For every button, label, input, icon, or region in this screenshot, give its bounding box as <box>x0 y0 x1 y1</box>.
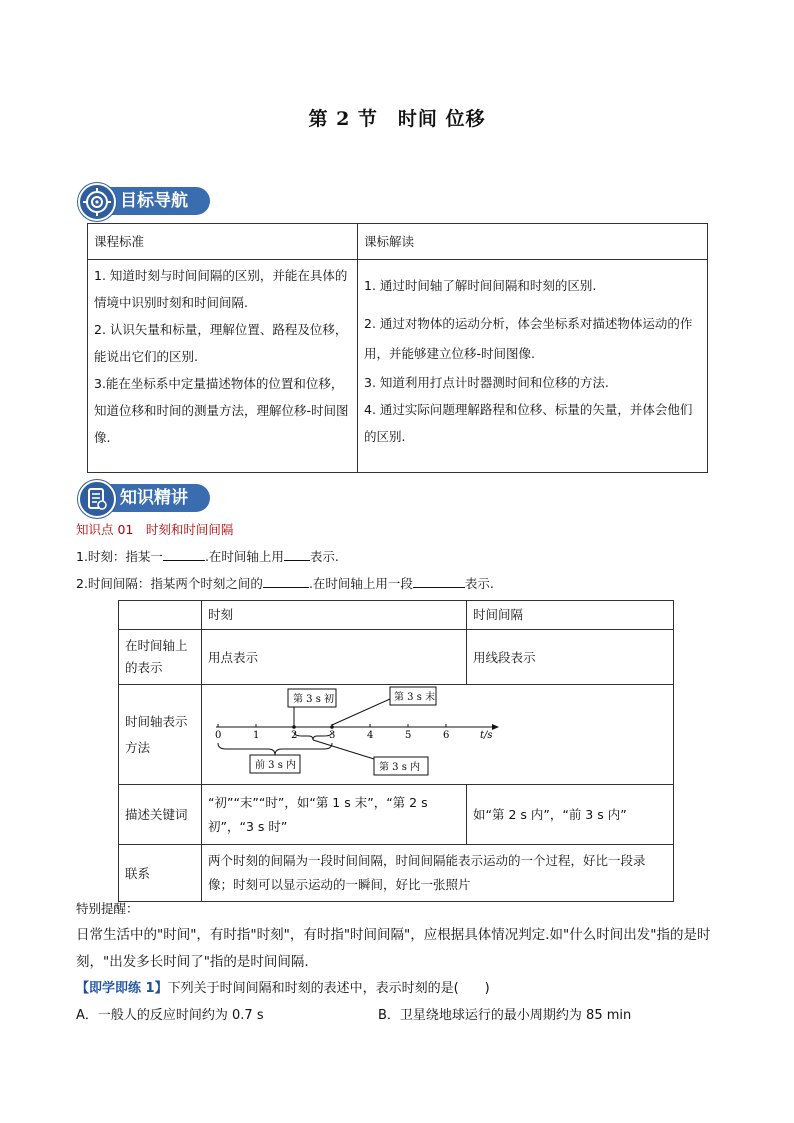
fill-line-text: 表示. <box>309 549 339 564</box>
knowledge-banner-label: 知识精讲 <box>82 484 210 512</box>
label-start-3s: 第 3 s 初 <box>293 694 335 705</box>
axis-unit-label: t/s <box>480 730 493 741</box>
answer-blank[interactable] <box>163 548 205 561</box>
tick-label: 0 <box>215 730 222 741</box>
compare-header-interval: 时间间隔 <box>467 601 674 630</box>
cell-interval: 用线段表示 <box>467 630 674 685</box>
target-icon <box>78 183 116 221</box>
label-first-3s: 前 3 s 内 <box>255 760 297 771</box>
time-axis-diagram <box>202 685 502 783</box>
goal-interpretation-cell <box>358 260 708 473</box>
goal-standard-cell <box>88 260 358 473</box>
cell-moment: “初”“末”“时”，如“第 1 s 末”，“第 2 s 初”，“3 s 时” <box>202 785 467 845</box>
answer-blank[interactable] <box>263 575 309 588</box>
fill-line-text: 1.时刻：指某一 <box>76 549 163 564</box>
row-label: 联系 <box>119 845 202 902</box>
page-title: 第 2 节 时间 位移 <box>308 108 486 130</box>
tick-label: 1 <box>253 730 260 741</box>
brace-in-3s <box>294 732 332 740</box>
fill-line-text: .在时间轴上用 <box>204 549 284 564</box>
point-end-3s <box>330 725 334 729</box>
goal-standard-item: 3.能在坐标系中定量描述物体的位置和位移，知道位移和时间的测量方法，理解位移-时间图像. <box>94 376 349 445</box>
row-label: 描述关键词 <box>119 785 202 845</box>
tick-label: 2 <box>291 730 298 741</box>
tip-heading: 特别提醒： <box>76 901 139 916</box>
goal-header-standard: 课程标准 <box>88 224 358 260</box>
goal-interpretation-item: 3. 知道利用打点计时器测时间和位移的方法. <box>364 375 609 390</box>
tick-label: 5 <box>405 730 412 741</box>
exercise-question: 下列关于时间间隔和时刻的表述中，表示时刻的是( ) <box>167 981 490 996</box>
cell-interval: 如“第 2 s 内”，“前 3 s 内” <box>467 785 674 845</box>
goal-interpretation-item: 4. 通过实际问题理解路程和位移、标量的矢量，并体会他们的区别. <box>364 402 693 444</box>
goal-interpretation-item: 2. 通过对物体的运动分析，体会坐标系对描述物体运动的作用，并能够建立位移-时间图像. <box>364 316 693 361</box>
option-a[interactable]: A．一般人的反应时间约为 0.7 s <box>76 1008 264 1023</box>
label-in-3s: 第 3 s 内 <box>379 762 421 773</box>
fill-line-text: .在时间轴上用一段 <box>308 576 413 591</box>
goal-banner <box>78 183 238 215</box>
time-axis-arrow <box>492 724 499 730</box>
goal-banner-label: 目标导航 <box>82 187 210 215</box>
fill-line-text: 表示. <box>464 576 494 591</box>
tick-label: 3 <box>329 730 336 741</box>
tip-text: 日常生活中的"时间"，有时指"时刻"，有时指"时间间隔"，应根据具体情况判定.如"什么时间出发"指的是时刻，"出发多长时间了"指的是时间间隔. <box>76 927 711 970</box>
exercise-tag: 【即学即练 1】 <box>76 981 168 996</box>
knowledge-banner <box>78 480 238 512</box>
compare-header-moment: 时刻 <box>202 601 467 630</box>
point-start-3s <box>292 725 296 729</box>
fill-line-interval <box>76 573 494 595</box>
answer-blank[interactable] <box>413 575 465 588</box>
knowledge-point-title: 知识点 01 时刻和时间间隔 <box>76 522 234 537</box>
label-end-3s: 第 3 s 末 <box>394 692 436 703</box>
answer-blank[interactable] <box>284 548 310 561</box>
goal-standard-item: 1. 知道时刻与时间间隔的区别，并能在具体的情境中识别时刻和时间间隔. <box>94 268 348 310</box>
option-b[interactable]: B．卫星绕地球运行的最小周期约为 85 min <box>378 1008 632 1023</box>
goal-header-interpretation: 课标解读 <box>358 224 708 260</box>
exercise-line <box>76 978 490 1000</box>
row-label: 时间轴表示方法 <box>119 685 202 785</box>
goal-interpretation-item: 1. 通过时间轴了解时间间隔和时刻的区别. <box>364 278 597 293</box>
tick-label: 6 <box>443 730 450 741</box>
row-label: 在时间轴上的表示 <box>119 630 202 685</box>
time-axis-cell <box>202 685 674 785</box>
compare-table <box>118 600 674 902</box>
fill-line-moment <box>76 546 339 568</box>
cell-moment: 用点表示 <box>202 630 467 685</box>
compare-header-empty <box>119 601 202 630</box>
brace-first-3s <box>218 743 332 755</box>
tick-label: 4 <box>367 730 374 741</box>
fill-line-text: 2.时间间隔：指某两个时刻之间的 <box>76 576 263 591</box>
pointer-end-3s <box>332 699 390 725</box>
document-icon <box>78 480 116 518</box>
goal-table <box>87 223 708 473</box>
cell-relation: 两个时刻的间隔为一段时间间隔，时间间隔能表示运动的一个过程，好比一段录像；时刻可以显示运动的一瞬间，好比一张照片 <box>202 845 674 902</box>
goal-standard-item: 2. 认识矢量和标量，理解位置、路程及位移，能说出它们的区别. <box>94 322 348 364</box>
